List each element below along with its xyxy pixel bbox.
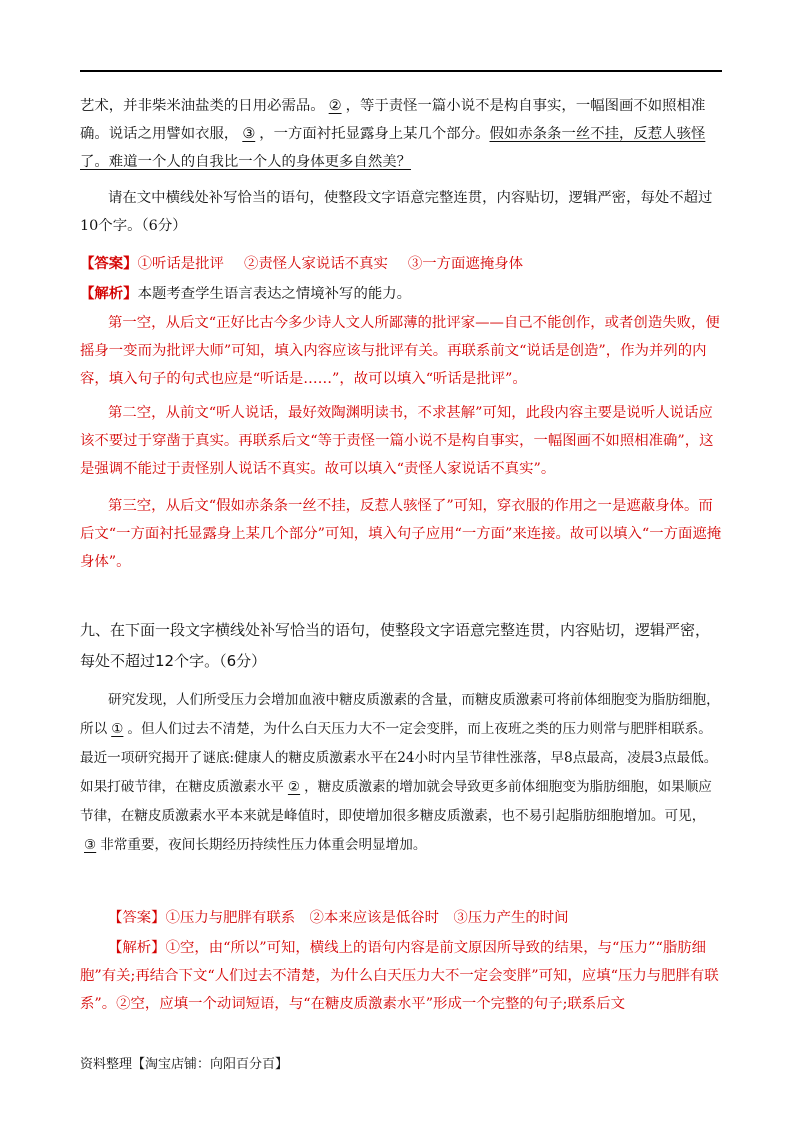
question-9-passage bbox=[80, 686, 722, 860]
text-segment: 研究发现，人们所受压力会增加血液中糖皮质激素的含量，而糖皮质激素可将前体细胞变为脂肪细胞，所以 bbox=[80, 692, 720, 737]
analysis-label: 【解析】 bbox=[108, 940, 166, 956]
question-requirement: 请在文中横线处补写恰当的语句，使整段文字语意完整连贯，内容贴切，逻辑严密，每处不超过10个字。（6分） bbox=[80, 190, 713, 234]
answer-text: ①压力与肥胖有联系 ②本来应该是低谷时 ③压力产生的时间 bbox=[165, 910, 569, 926]
analysis-blank-3: 第三空，从后文“假如赤条条一丝不挂，反惹人骇怪了”可知，穿衣服的作用之一是遮蔽身体。而后文“一方面衬托显露身上某几个部分”可知，填入句子应用“一方面”来连接。故可以填入“一方面遮掩身体”。 bbox=[80, 498, 722, 570]
answer-line bbox=[80, 250, 722, 278]
analysis-text: ①空，由“所以”可知，横线上的语句内容是前文原因所导致的结果，与“压力”“脂肪细胞”有关;再结合下文“人们过去不清楚，为什么白天压力大不一定会变胖”可知，应填“压力与肥胖有联系”。②空，应填一个动词短语，与“在糖皮质激素水平”形成一个完整的句子;联系后文 bbox=[80, 940, 719, 1012]
analysis-blank-1: 第一空，从后文“正好比古今多少诗人文人所鄙薄的批评家——自己不能创作，或者创造失败，便摇身一变而为批评大师”可知，填入内容应该与批评有关。再联系前文“说话是创造”，作为并列的内容，填入句子的句式也应是“听话是……”，故可以填入“听话是批评”。 bbox=[80, 315, 720, 387]
blank-2: ② bbox=[287, 779, 301, 795]
analysis-label: 【解析】 bbox=[80, 285, 138, 302]
analysis-text: 本题考查学生语言表达之情境补写的能力。 bbox=[137, 286, 412, 302]
footer-source: 资料整理【淘宝店铺：向阳百分百】 bbox=[80, 1057, 289, 1072]
answer-1: ①听话是批评 bbox=[137, 256, 224, 272]
underlined-sentence: 假如赤条条一丝不挂，反惹人骇怪了。难道一个人的自我比一个人的身体更多自然美？ bbox=[80, 126, 706, 170]
question-9: 九、在下面一段文字横线处补写恰当的语句，使整段文字语意完整连贯，内容贴切，逻辑严密，每处不超过12个字。（6分） bbox=[80, 621, 711, 670]
blank-2: ② bbox=[328, 98, 342, 114]
text-segment: ，一方面衬托显露身上某几个部分。 bbox=[259, 126, 490, 142]
text-segment: ，糖皮质激素的增加就会导致更多前体细胞变为脂肪细胞，如果顺应节律，在糖皮质激素水平本来就是峰值时，即使增加很多糖皮质激素，也不易引起脂肪细胞增加。可见， bbox=[80, 779, 712, 824]
answer-label: 【答案】 bbox=[108, 910, 166, 926]
header-rule bbox=[80, 70, 722, 72]
analysis-line bbox=[80, 280, 722, 308]
text-segment: 艺术，并非柴米油盐类的日用必需品。 bbox=[80, 98, 325, 114]
answer-3: ③一方面遮掩身体 bbox=[407, 256, 523, 272]
answer-2-line bbox=[108, 904, 722, 932]
blank-3: ③ bbox=[242, 126, 256, 142]
answer-2: ②责怪人家说话不真实 bbox=[243, 256, 388, 272]
text-segment: 非常重要，夜间长期经历持续性压力体重会明显增加。 bbox=[100, 837, 427, 853]
blank-3: ③ bbox=[84, 837, 97, 853]
text-segment: ，等于责怪一篇小说不是构自事实，一幅图画不如照相准确。说话之用譬如衣服， bbox=[80, 98, 706, 142]
passage-excerpt bbox=[80, 92, 722, 176]
text-segment: 。但人们过去不清楚，为什么白天压力大不一定会变胖，而上夜班之类的压力则常与肥胖相联系。最近一项研究揭开了谜底:健康人的糖皮质激素水平在24小时内呈节律性涨落，早8点最高，凌晨3点最低。如果打破节律，在糖皮质激素水平 bbox=[80, 721, 718, 795]
answer-label: 【答案】 bbox=[80, 255, 138, 272]
blank-1: ① bbox=[111, 721, 124, 737]
analysis-blank-2: 第二空，从前文“听人说话，最好效陶渊明读书，不求甚解”可知，此段内容主要是说听人说话应该不要过于穿凿于真实。再联系后文“等于责怪一篇小说不是构自事实，一幅图画不如照相准确”，这是强调不能过于责怪别人说话不真实。故可以填入“责怪人家说话不真实”。 bbox=[80, 405, 714, 477]
analysis-2 bbox=[80, 934, 722, 1018]
